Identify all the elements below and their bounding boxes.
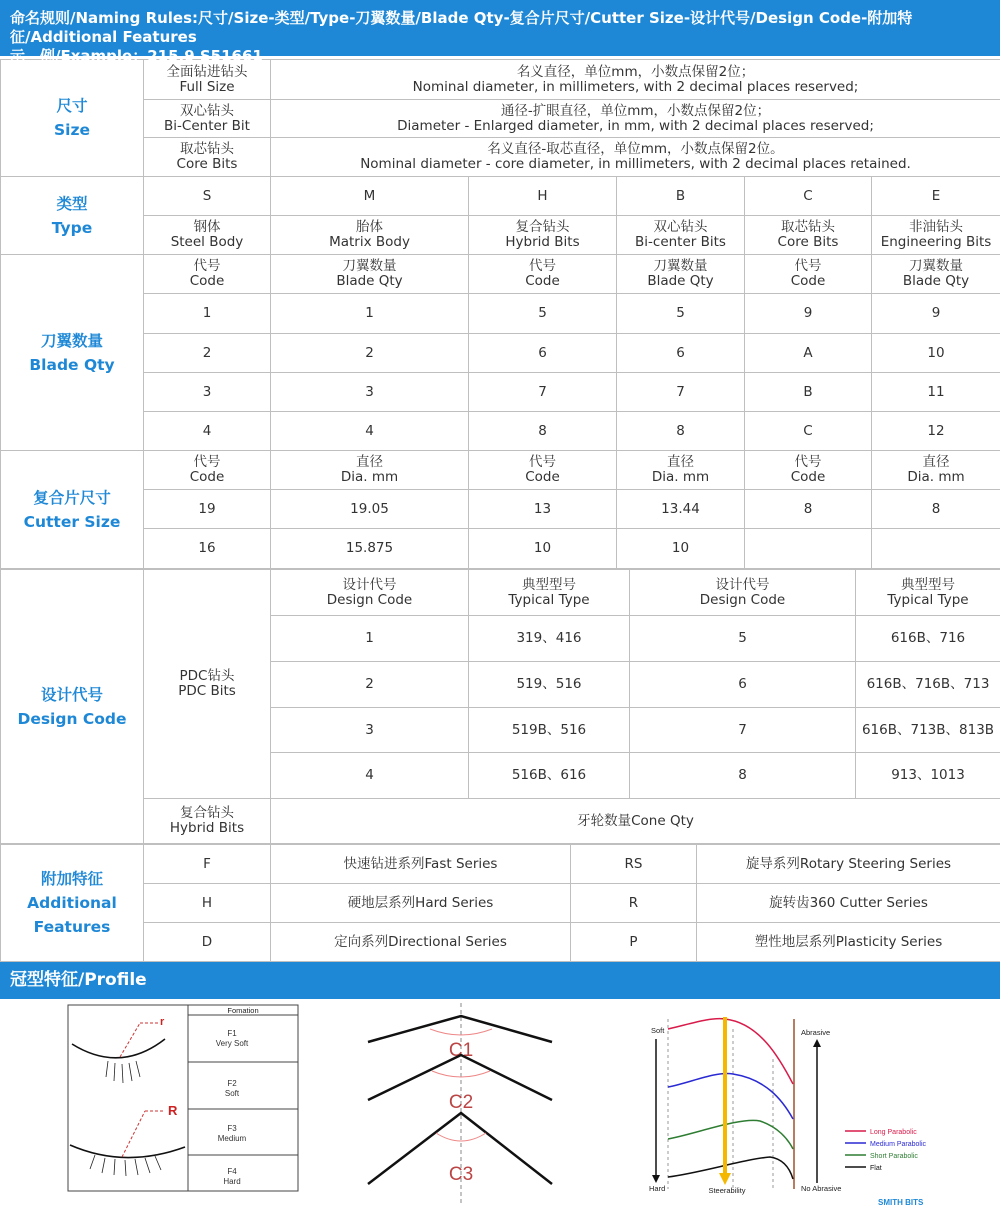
table-cell: 519、516 <box>469 662 630 708</box>
table-cell: 8 <box>872 490 1000 529</box>
cone-label-c3: C3 <box>449 1164 473 1185</box>
table-cell: 616B、716B、713 <box>856 662 1000 708</box>
cutter-section-title: 复合片尺寸 Cutter Size <box>1 451 144 569</box>
legend-long: Long Parabolic <box>870 1129 917 1136</box>
table-cell <box>745 529 872 569</box>
size-desc-cell: 通径-扩眼直径，单位mm，小数点保留2位； Diameter - Enlarged diameter, in mm, with 2 decimal places reserved; <box>271 100 1000 138</box>
design-code-table <box>0 569 1000 844</box>
type-name-cell: 胎体 Matrix Body <box>271 216 469 255</box>
blade-header-row <box>1 255 1000 294</box>
table-cell <box>872 529 1000 569</box>
table-cell: 16 <box>144 529 271 569</box>
table-cell: 319、416 <box>469 616 630 662</box>
table-cell: 19.05 <box>271 490 469 529</box>
hard-label: Hard <box>649 1184 665 1193</box>
legend-flat: Flat <box>870 1165 882 1172</box>
blade-header-cell: 代号 Code <box>144 255 271 294</box>
table-cell: 3 <box>271 373 469 412</box>
size-section-title: 尺寸 Size <box>1 60 144 177</box>
type-code-cell: H <box>469 177 617 216</box>
table-cell: C <box>745 412 872 451</box>
table-cell: 8 <box>630 753 856 799</box>
table-row <box>1 923 1000 962</box>
table-cell: 13.44 <box>617 490 745 529</box>
additional-section-title: 附加特征 Additional Features <box>1 845 144 962</box>
table-cell: 913、1013 <box>856 753 1000 799</box>
blade-header-cell: 刀翼数量 Blade Qty <box>872 255 1000 294</box>
table-cell: 1 <box>271 616 469 662</box>
table-cell: 2 <box>271 662 469 708</box>
type-code-cell: E <box>872 177 1000 216</box>
table-cell: 7 <box>617 373 745 412</box>
table-cell: 4 <box>271 412 469 451</box>
abrasive-label: Abrasive <box>801 1028 830 1037</box>
formation-name: Very Soft <box>216 1039 249 1048</box>
naming-rules-banner <box>0 0 1000 56</box>
type-code-cell: B <box>617 177 745 216</box>
type-name-cell: 复合钻头 Hybrid Bits <box>469 216 617 255</box>
blade-header-cell: 刀翼数量 Blade Qty <box>617 255 745 294</box>
table-row <box>1 294 1000 334</box>
type-code-cell: S <box>144 177 271 216</box>
table-cell: 519B、516 <box>469 708 630 753</box>
size-type-cell: 取芯钻头 Core Bits <box>144 138 271 177</box>
formation-diagram <box>68 1005 298 1191</box>
table-cell: 快速钻进系列Fast Series <box>271 845 571 884</box>
cutter-header-cell: 代号 Code <box>469 451 617 490</box>
flat-curve <box>668 1157 793 1179</box>
table-row <box>1 490 1000 529</box>
table-cell: 旋转齿360 Cutter Series <box>697 884 1000 923</box>
table-cell: 10 <box>872 334 1000 373</box>
type-code-cell: M <box>271 177 469 216</box>
cone-angle-diagram <box>368 1003 552 1203</box>
table-cell: 7 <box>630 708 856 753</box>
table-row <box>1 884 1000 923</box>
legend-medium: Medium Parabolic <box>870 1141 927 1148</box>
profile-banner: 冠型特征/Profile <box>0 962 1000 999</box>
table-cell: 9 <box>745 294 872 334</box>
table-cell: 8 <box>617 412 745 451</box>
table-cell: A <box>745 334 872 373</box>
medium-parabolic-curve <box>668 1074 793 1119</box>
table-cell: R <box>571 884 697 923</box>
blade-section-title: 刀翼数量 Blade Qty <box>1 255 144 451</box>
size-type-cell: 双心钻头 Bi-Center Bit <box>144 100 271 138</box>
formation-name: Medium <box>218 1134 247 1143</box>
blade-header-cell: 代号 Code <box>745 255 872 294</box>
size-desc-cell: 名义直径-取芯直径，单位mm，小数点保留2位。 Nominal diameter - core diameter, in millimeters, with 2 decimal places retained. <box>271 138 1000 177</box>
soft-label: Soft <box>651 1026 665 1035</box>
type-name-cell: 钢体 Steel Body <box>144 216 271 255</box>
pdc-bits-cell: PDC钻头 PDC Bits <box>144 570 271 799</box>
table-cell: 3 <box>271 708 469 753</box>
cutter-header-cell: 直径 Dia. mm <box>271 451 469 490</box>
formation-code: F2 <box>227 1079 237 1088</box>
table-cell: RS <box>571 845 697 884</box>
hybrid-bits-cell: 复合钻头 Hybrid Bits <box>144 799 271 844</box>
type-name-row <box>1 216 1000 255</box>
table-cell: H <box>144 884 271 923</box>
table-row <box>1 373 1000 412</box>
table-cell: 5 <box>630 616 856 662</box>
table-cell: 8 <box>469 412 617 451</box>
table-row <box>1 412 1000 451</box>
type-code-row <box>1 177 1000 216</box>
hybrid-row <box>1 799 1000 844</box>
formation-code: F1 <box>227 1029 237 1038</box>
cone-label-c1: C1 <box>449 1040 473 1061</box>
radius-large-label: R <box>168 1103 178 1118</box>
formation-header: Fomation <box>227 1006 258 1015</box>
size-row <box>1 100 1000 138</box>
brand-mark: SMITH BITS <box>878 1198 924 1206</box>
table-cell: 616B、713B、813B <box>856 708 1000 753</box>
cutter-header-cell: 直径 Dia. mm <box>617 451 745 490</box>
table-cell: 10 <box>617 529 745 569</box>
naming-rules-line: 命名规则/Naming Rules:尺寸/Size-类型/Type-刀翼数量/Blade Qty-复合片尺寸/Cutter Size-设计代号/Design Code-附加特征/Additional Features <box>10 9 990 47</box>
table-cell: 3 <box>144 373 271 412</box>
design-header-cell: 典型型号 Typical Type <box>469 570 630 616</box>
cutter-header-cell: 代号 Code <box>745 451 872 490</box>
table-cell: 2 <box>271 334 469 373</box>
short-parabolic-curve <box>668 1120 793 1149</box>
formation-code: F4 <box>227 1167 237 1176</box>
table-cell: 4 <box>271 753 469 799</box>
table-cell: 硬地层系列Hard Series <box>271 884 571 923</box>
formation-name: Hard <box>223 1177 240 1186</box>
type-name-cell: 双心钻头 Bi-center Bits <box>617 216 745 255</box>
cutter-header-cell: 代号 Code <box>144 451 271 490</box>
blade-header-cell: 代号 Code <box>469 255 617 294</box>
table-cell: 2 <box>144 334 271 373</box>
table-row <box>1 334 1000 373</box>
table-row <box>1 529 1000 569</box>
cone-label-c2: C2 <box>449 1092 473 1113</box>
table-cell: 8 <box>745 490 872 529</box>
table-cell: 定向系列Directional Series <box>271 923 571 962</box>
table-cell: 6 <box>630 662 856 708</box>
radius-small-label: r <box>160 1016 165 1028</box>
table-cell: 5 <box>617 294 745 334</box>
profile-figures <box>0 999 1000 1206</box>
size-desc-cell: 名义直径，单位mm，小数点保留2位； Nominal diameter, in millimeters, with 2 decimal places reserved; <box>271 60 1000 100</box>
example-line: 示 例/Example：215.9 S51661 <box>10 47 990 66</box>
cutter-header-row <box>1 451 1000 490</box>
table-cell: 9 <box>872 294 1000 334</box>
table-cell: 11 <box>872 373 1000 412</box>
design-section-title: 设计代号 Design Code <box>1 570 144 844</box>
size-type-cell: 全面钻进钻头 Full Size <box>144 60 271 100</box>
table-cell: 616B、716 <box>856 616 1000 662</box>
table-cell: 1 <box>144 294 271 334</box>
design-header-row <box>1 570 1000 616</box>
no-abrasive-label: No Abrasive <box>801 1184 841 1193</box>
table-cell: 5 <box>469 294 617 334</box>
design-header-cell: 设计代号 Design Code <box>630 570 856 616</box>
table-cell: 10 <box>469 529 617 569</box>
additional-features-table <box>0 844 1000 962</box>
type-code-cell: C <box>745 177 872 216</box>
table-cell: B <box>745 373 872 412</box>
profile-svg <box>0 999 1000 1206</box>
table-cell: P <box>571 923 697 962</box>
table-cell: 19 <box>144 490 271 529</box>
table-cell: 7 <box>469 373 617 412</box>
table-cell: 12 <box>872 412 1000 451</box>
type-name-cell: 取芯钻头 Core Bits <box>745 216 872 255</box>
table-cell: 1 <box>271 294 469 334</box>
cone-qty-cell: 牙轮数量Cone Qty <box>271 799 1000 844</box>
table-cell: 4 <box>144 412 271 451</box>
table-cell: 13 <box>469 490 617 529</box>
cutter-header-cell: 直径 Dia. mm <box>872 451 1000 490</box>
size-row <box>1 138 1000 177</box>
blade-header-cell: 刀翼数量 Blade Qty <box>271 255 469 294</box>
formation-name: Soft <box>225 1089 240 1098</box>
naming-rules-table <box>0 59 1000 569</box>
table-cell: D <box>144 923 271 962</box>
table-cell: 516B、616 <box>469 753 630 799</box>
table-cell: 6 <box>469 334 617 373</box>
legend-short: Short Parabolic <box>870 1153 918 1160</box>
design-header-cell: 典型型号 Typical Type <box>856 570 1000 616</box>
table-row <box>1 845 1000 884</box>
table-cell: 6 <box>617 334 745 373</box>
type-section-title: 类型 Type <box>1 177 144 255</box>
table-cell: F <box>144 845 271 884</box>
table-cell: 15.875 <box>271 529 469 569</box>
type-name-cell: 非油钻头 Engineering Bits <box>872 216 1000 255</box>
formation-code: F3 <box>227 1124 237 1133</box>
profile-chart <box>649 1017 927 1206</box>
table-cell: 塑性地层系列Plasticity Series <box>697 923 1000 962</box>
design-header-cell: 设计代号 Design Code <box>271 570 469 616</box>
table-cell: 旋导系列Rotary Steering Series <box>697 845 1000 884</box>
steerability-label: Steerability <box>708 1186 745 1195</box>
